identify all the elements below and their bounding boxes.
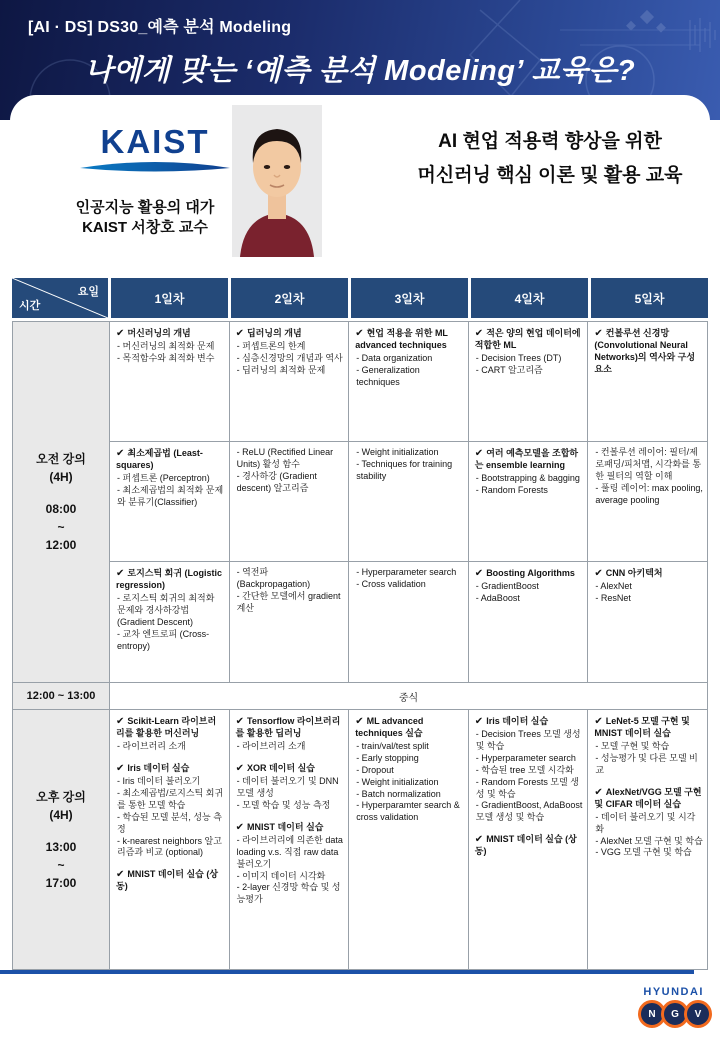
topic-item: - Weight initialization — [356, 776, 439, 787]
topic-title: ✔ 컨볼루션 신경망 (Convolutional Neural Networks)의 역사와 구성 요소 — [594, 328, 696, 374]
topic-title: ✔ AlexNet/VGG 모델 구현 및 CIFAR 데이터 실습 — [594, 786, 702, 809]
time-start: 13:00 — [45, 839, 77, 854]
topic-block — [116, 868, 225, 893]
day-header-3: 3일차 — [351, 278, 468, 318]
topic-title: ✔ 최소제곱법 (Least-squares) — [116, 448, 203, 471]
topic-block — [116, 567, 225, 652]
page-title: 나에게 맞는 ‘예측 분석 Modeling’ 교육은? — [84, 55, 636, 87]
topic-block — [594, 567, 703, 605]
topic-title: ✔ 적은 양의 현업 데이터에 적합한 ML — [474, 328, 581, 351]
professor-caption-line2: KAIST 서창호 교수 — [82, 219, 208, 237]
professor-photo-illustration — [232, 105, 322, 257]
topic-block — [236, 567, 345, 615]
topic-item: - Random Forests — [475, 484, 548, 495]
check-icon: ✔ — [116, 568, 125, 579]
morning-cell-r3-day3 — [349, 562, 468, 682]
topic-block — [116, 327, 225, 365]
day-header-5: 5일차 — [591, 278, 708, 318]
topic-item: - Random Forests 모델 생성 및 학습 — [475, 776, 579, 799]
ngv-logo — [643, 1000, 712, 1028]
topic-item: - 최소제곱법/로지스틱 회귀를 통한 모델 학습 — [117, 788, 224, 810]
topic-item: - 목적함수와 최적화 변수 — [117, 353, 215, 364]
topic-block — [475, 715, 584, 824]
hours-label: (4H) — [49, 807, 73, 822]
topic-item: - 교차 엔트로피 (Cross-entropy) — [117, 628, 210, 651]
topic-title: ✔ XOR 데이터 실습 — [235, 762, 315, 774]
topic-item: - 데이터 불러오기 및 DNN 모델 생성 — [236, 776, 339, 798]
topic-item: - train/val/test split — [356, 741, 429, 752]
topic-item: - 최소제곱법의 최적화 문제와 분류기(Classifier) — [117, 484, 224, 507]
morning-cell-r2-day1 — [110, 442, 229, 561]
topic-title: ✔ 현업 적용을 위한 ML advanced techniques — [355, 328, 448, 351]
topic-item: - 퍼셉트론의 한계 — [236, 341, 306, 352]
check-icon: ✔ — [474, 834, 484, 846]
footer-divider — [0, 970, 694, 974]
lunch-label-cell: 중식 — [110, 683, 707, 709]
topic-block — [475, 567, 584, 605]
kaist-swoosh-icon — [80, 161, 230, 175]
topic-item: - Decision Trees 모델 생성 및 학습 — [475, 729, 581, 752]
corner-label-day: 요일 — [77, 286, 99, 298]
topic-item: - Hyperparameter search — [475, 752, 576, 763]
topic-title: ✔ LeNet-5 모델 구현 및 MNIST 데이터 실습 — [594, 716, 690, 739]
check-icon: ✔ — [594, 328, 603, 339]
topic-item: - 라이브러리 소개 — [236, 741, 306, 752]
topic-block — [355, 715, 464, 824]
check-icon: ✔ — [594, 568, 603, 579]
topic-item: - 학습된 tree 모델 시각화 — [475, 764, 574, 775]
morning-time-cell — [13, 322, 109, 682]
topic-block — [236, 715, 345, 753]
topic-title: ✔ Scikit-Learn 라이브러리를 활용한 머신러닝 — [116, 716, 217, 739]
topic-title: ✔ 머신러닝의 개념 — [116, 328, 191, 339]
topic-item: - 모델 구현 및 학습 — [595, 741, 670, 752]
topic-item: - 라이브러리 소개 — [117, 741, 186, 752]
ngv-circle-v: V — [684, 1000, 712, 1028]
topic-title: ✔ 딥러닝의 개념 — [235, 328, 302, 339]
topic-title: ✔ 로지스틱 회귀 (Logistic regression) — [116, 568, 223, 591]
hours-label: (4H) — [49, 470, 73, 484]
kaist-logo-text: KAIST — [100, 123, 210, 160]
topic-item: - 딥러닝의 최적화 문제 — [236, 364, 326, 375]
topic-item: - k-nearest neighbors 알고리즘과 비교 (optional) — [117, 835, 222, 858]
topic-item: - Weight initialization — [356, 447, 439, 457]
check-icon: ✔ — [235, 716, 244, 727]
topic-item: - Cross validation — [356, 578, 426, 589]
table-body — [12, 321, 708, 970]
morning-cell-r3-day5 — [588, 562, 707, 682]
check-icon: ✔ — [235, 762, 244, 774]
curriculum-table — [12, 278, 708, 970]
topic-item: - AlexNet — [595, 581, 632, 592]
morning-cell-r2-day3 — [349, 442, 468, 561]
time-start: 08:00 — [45, 502, 77, 516]
morning-cell-r2-day2 — [230, 442, 349, 561]
day-header-1: 1일차 — [111, 278, 228, 318]
check-icon: ✔ — [594, 786, 603, 798]
topic-item: - 퍼셉트론 (Perceptron) — [117, 473, 210, 484]
check-icon: ✔ — [355, 328, 364, 339]
topic-block — [594, 786, 703, 860]
professor-photo — [232, 105, 322, 257]
ngv-circle-g: G — [661, 1000, 689, 1028]
topic-title: ✔ Boosting Algorithms — [474, 568, 575, 579]
ngv-circle-n: N — [638, 1000, 666, 1028]
topic-block — [236, 821, 345, 906]
topic-block — [116, 715, 225, 753]
topic-block — [236, 762, 345, 812]
hyundai-wordmark: HYUNDAI — [643, 986, 704, 998]
corner-cell — [12, 278, 108, 318]
topic-item: - Bootstrapping & bagging — [475, 473, 580, 484]
topic-block — [594, 447, 703, 506]
topic-item: - 로지스틱 회귀의 최적화 문제와 경사하강법 (Gradient Descent) — [117, 593, 215, 627]
course-headline-line2: 머신러닝 핵심 이론 및 활용 교육 — [417, 165, 683, 187]
check-icon: ✔ — [116, 762, 125, 774]
topic-item: - VGG 모델 구현 및 학습 — [595, 847, 692, 858]
check-icon: ✔ — [474, 716, 484, 727]
time-end: 12:00 — [45, 538, 77, 552]
topic-item: - 머신러닝의 최적화 문제 — [117, 341, 215, 352]
topic-item: - 데이터 불러오기 및 시각화 — [595, 811, 696, 834]
topic-title: ✔ ML advanced techniques 실습 — [355, 716, 424, 739]
topic-block — [116, 447, 225, 509]
topic-title: ✔ Iris 데이터 실습 — [116, 762, 190, 774]
topic-block — [116, 762, 225, 859]
check-icon: ✔ — [235, 328, 244, 339]
topic-item: - Early stopping — [356, 752, 419, 763]
time-separator: ~ — [57, 857, 65, 872]
topic-item: - Hyperparameter search — [356, 567, 457, 577]
topic-item: - 경사하강 (Gradient descent) 알고리즘 — [236, 470, 317, 493]
morning-cell-r3-day4 — [469, 562, 588, 682]
topic-block — [475, 327, 584, 377]
day-header-2: 2일차 — [231, 278, 348, 318]
intro-card — [10, 95, 710, 273]
check-icon: ✔ — [235, 821, 244, 833]
check-icon: ✔ — [474, 448, 484, 459]
topic-item: - 역전파 (Backpropagation) — [236, 567, 311, 589]
topic-item: - Decision Trees (DT) — [475, 353, 562, 364]
topic-title: ✔ Iris 데이터 실습 — [474, 716, 549, 727]
topic-item: - 라이브러리에 의존한 data loading v.s. 직접 raw data 불러오기 — [236, 834, 343, 869]
morning-cell-r1-day4 — [469, 322, 588, 441]
check-icon: ✔ — [594, 716, 603, 727]
afternoon-cell-day3 — [349, 710, 468, 969]
check-icon: ✔ — [474, 568, 484, 579]
topic-block — [355, 567, 464, 591]
afternoon-cell-day5 — [588, 710, 707, 969]
topic-block — [355, 447, 464, 483]
topic-item: - AlexNet 모델 구현 및 학습 — [595, 835, 703, 846]
time-end: 17:00 — [45, 875, 77, 890]
topic-block — [355, 327, 464, 389]
morning-cell-r1-day2 — [230, 322, 349, 441]
morning-cell-r3-day2 — [230, 562, 349, 682]
topic-item: - ResNet — [595, 593, 631, 604]
topic-block — [475, 447, 584, 497]
check-icon: ✔ — [474, 328, 484, 339]
morning-cell-r2-day5 — [588, 442, 707, 561]
topic-block — [594, 327, 703, 376]
corner-label-time: 시간 — [19, 300, 41, 312]
topic-item: - Hyperparamter search & cross validation — [356, 800, 460, 823]
professor-caption-line1: 인공지능 활용의 대가 — [75, 199, 215, 216]
topic-item: - Data organization — [356, 353, 433, 364]
topic-block — [475, 833, 584, 858]
topic-item: - Dropout — [356, 764, 394, 775]
topic-item: - 모델 학습 및 성능 측정 — [236, 799, 331, 810]
morning-cell-r1-day5 — [588, 322, 707, 441]
topic-item: - 심층신경망의 개념과 역사 — [236, 353, 343, 364]
afternoon-cell-day4 — [469, 710, 588, 969]
topic-item: - 2-layer 신경망 학습 및 성능평가 — [236, 882, 341, 905]
morning-cell-r1-day3 — [349, 322, 468, 441]
topic-title: ✔ Tensorflow 라이브러리를 활용한 딥러닝 — [235, 716, 341, 739]
topic-title: ✔ 여러 예측모델을 조합하는 ensemble learning — [474, 448, 579, 471]
topic-block — [236, 447, 345, 495]
check-icon: ✔ — [116, 869, 125, 881]
kaist-logo — [65, 125, 245, 175]
check-icon: ✔ — [116, 448, 125, 459]
time-separator: ~ — [57, 520, 65, 534]
topic-item: - 성능평가 및 다른 모델 비교 — [595, 752, 698, 775]
topic-title: ✔ MNIST 데이터 실습 — [235, 821, 324, 833]
check-icon: ✔ — [355, 716, 364, 727]
topic-block — [594, 715, 703, 777]
day-header-4: 4일차 — [471, 278, 588, 318]
topic-item: - 풀링 레이어: max pooling, average pooling — [595, 482, 703, 505]
topic-title: ✔ MNIST 데이터 실습 (상동) — [116, 869, 219, 892]
course-headline-line1: AI 현업 적용력 향상을 위한 — [438, 131, 662, 152]
topic-title: ✔ CNN 아키텍처 — [594, 568, 663, 579]
topic-item: - Batch normalization — [356, 788, 441, 799]
morning-cell-r3-day1 — [110, 562, 229, 682]
topic-item: - 학습된 모델 분석, 성능 측정 — [117, 811, 222, 834]
topic-item: - GradientBoost, AdaBoost 모델 생성 및 학습 — [475, 800, 583, 823]
topic-item: - GradientBoost — [475, 581, 539, 592]
check-icon: ✔ — [116, 328, 125, 339]
topic-item: - AdaBoost — [475, 593, 520, 604]
course-headline — [390, 125, 710, 193]
topic-item: - Iris 데이터 불러오기 — [117, 776, 201, 787]
afternoon-cell-day2 — [230, 710, 349, 969]
course-code: [AI · DS] DS30_예측 분석 Modeling — [28, 19, 292, 36]
topic-item: - Techniques for training stability — [356, 458, 453, 481]
topic-block — [236, 327, 345, 377]
afternoon-cell-day1 — [110, 710, 229, 969]
topic-title: ✔ MNIST 데이터 실습 (상동) — [474, 834, 577, 857]
topic-item: - ReLU (Rectified Linear Units) 활성 함수 — [236, 447, 334, 469]
topic-item: - Generalization techniques — [356, 364, 420, 387]
topic-item: - CART 알고리즘 — [475, 364, 543, 375]
session-label: 오전 강의 — [36, 452, 86, 466]
morning-cell-r2-day4 — [469, 442, 588, 561]
lunch-time-cell: 12:00 ~ 13:00 — [13, 683, 109, 709]
day-header-row — [12, 278, 708, 318]
topic-item: - 이미지 데이터 시각화 — [236, 870, 326, 881]
topic-item: - 간단한 모델에서 gradient 계산 — [236, 590, 341, 613]
topic-item: - 컨볼루션 레이어: 필터/제로패딩/피처맵, 시각화를 통한 필터의 역할 이해 — [595, 447, 702, 481]
professor-caption — [30, 198, 260, 239]
check-icon: ✔ — [116, 716, 125, 727]
afternoon-time-cell — [13, 710, 109, 969]
morning-cell-r1-day1 — [110, 322, 229, 441]
session-label: 오후 강의 — [36, 789, 86, 804]
